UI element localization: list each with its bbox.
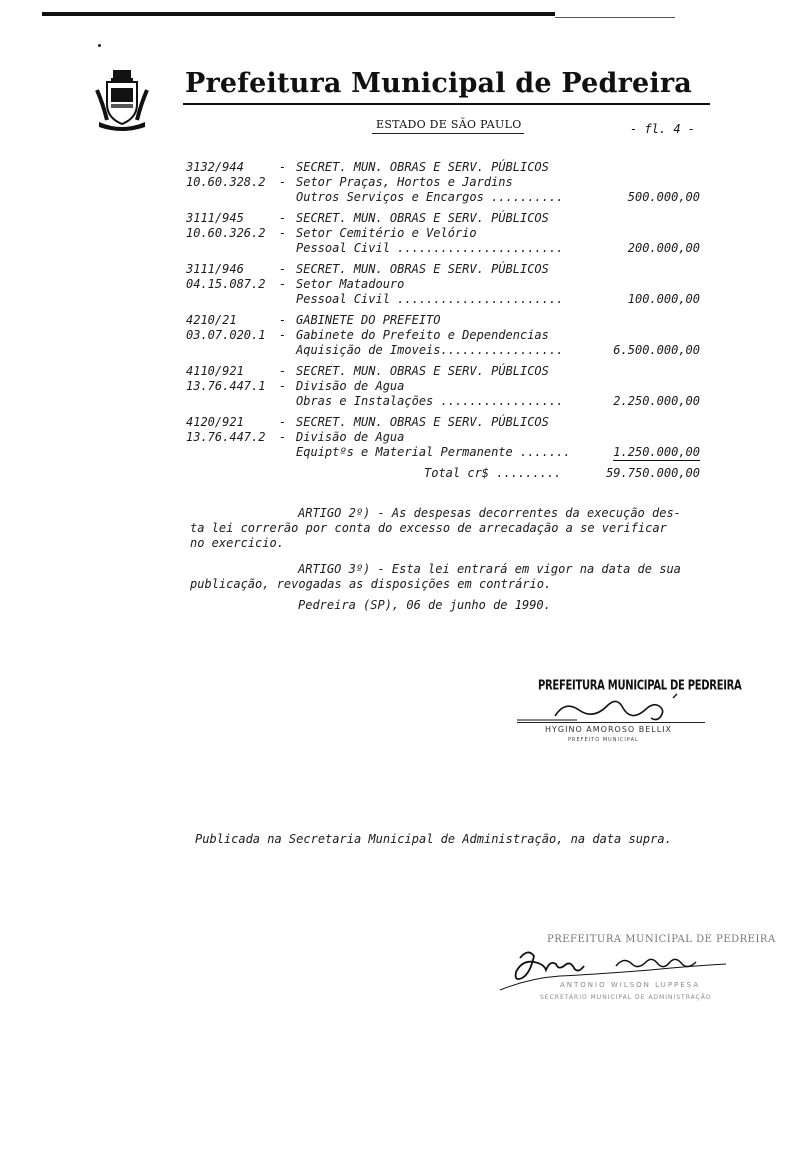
entry-separator: - bbox=[279, 262, 287, 276]
entry-separator: - bbox=[279, 415, 287, 429]
entry-code: 4120/921 bbox=[186, 415, 244, 429]
entry-sector: Setor Praças, Hortos e Jardins bbox=[296, 175, 513, 189]
entry-separator: - bbox=[279, 277, 287, 291]
entry-separator: - bbox=[279, 364, 287, 378]
entry-program-code: 10.60.326.2 bbox=[186, 226, 266, 240]
entry-code: 4210/21 bbox=[186, 313, 237, 327]
entry-department: SECRET. MUN. OBRAS E SERV. PÚBLICOS bbox=[296, 364, 549, 378]
entry-program-code: 10.60.328.2 bbox=[186, 175, 266, 189]
entry-code: 3132/944 bbox=[186, 160, 244, 174]
entry-separator: - bbox=[279, 379, 287, 393]
article-3-paragraph bbox=[190, 562, 706, 592]
entry-department: GABINETE DO PREFEITO bbox=[296, 313, 441, 327]
budget-entry bbox=[186, 415, 706, 460]
entry-department: SECRET. MUN. OBRAS E SERV. PÚBLICOS bbox=[296, 262, 549, 276]
budget-entry bbox=[186, 313, 706, 358]
article-2-end: no exercicio. bbox=[190, 536, 284, 550]
entry-program-code: 04.15.087.2 bbox=[186, 277, 266, 291]
entry-code: 4110/921 bbox=[186, 364, 244, 378]
entry-program-code: 03.07.020.1 bbox=[186, 328, 266, 342]
signatory-1-role: PREFEITO MUNICIPAL bbox=[568, 737, 639, 743]
entry-sector: Divisão de Agua bbox=[296, 379, 405, 393]
entry-amount: 1.250.000,00 bbox=[613, 445, 700, 459]
entry-separator: - bbox=[279, 160, 287, 174]
total-amount: 59.750.000,00 bbox=[606, 466, 700, 480]
article-2-paragraph bbox=[190, 506, 706, 551]
entry-separator: - bbox=[279, 430, 287, 444]
article-2-lead: ARTIGO 2º) - As despesas decorrentes da execução des- bbox=[298, 506, 681, 520]
entry-program-code: 13.76.447.1 bbox=[186, 379, 266, 393]
entry-expense-type: Outros Serviços e Encargos .......... bbox=[296, 190, 564, 204]
entry-separator: - bbox=[279, 226, 287, 240]
signatory-1-name: HYGINO AMOROSO BELLIX bbox=[545, 725, 673, 734]
entry-amount: 200.000,00 bbox=[627, 241, 700, 255]
entry-separator: - bbox=[279, 313, 287, 327]
signatory-2-role: SECRETÁRIO MUNICIPAL DE ADMINISTRAÇÃO bbox=[540, 994, 712, 1001]
entry-separator: - bbox=[279, 211, 287, 225]
entry-expense-type: Aquisição de Imoveis................. bbox=[296, 343, 564, 357]
entry-department: SECRET. MUN. OBRAS E SERV. PÚBLICOS bbox=[296, 415, 549, 429]
entry-separator: - bbox=[279, 175, 287, 189]
scan-speck bbox=[98, 44, 101, 47]
budget-entries bbox=[186, 160, 706, 481]
state-subtitle: ESTADO DE SÃO PAULO bbox=[376, 118, 522, 131]
entry-sector: Gabinete do Prefeito e Dependencias bbox=[296, 328, 549, 342]
place-date-paragraph bbox=[190, 598, 706, 613]
entry-expense-type: Pessoal Civil ....................... bbox=[296, 241, 564, 255]
signature-1-scribble bbox=[515, 692, 695, 726]
budget-entry bbox=[186, 211, 706, 256]
budget-entry bbox=[186, 364, 706, 409]
budget-entry bbox=[186, 160, 706, 205]
top-border-rule-thin bbox=[555, 17, 675, 18]
entry-sector: Divisão de Agua bbox=[296, 430, 405, 444]
entry-code: 3111/945 bbox=[186, 211, 244, 225]
municipal-crest-icon bbox=[93, 68, 151, 132]
publication-note: Publicada na Secretaria Municipal de Administração, na data supra. bbox=[195, 832, 672, 846]
signatory-2-name: ANTONIO WILSON LUPPESA bbox=[560, 981, 701, 989]
entry-expense-type: Obras e Instalações ................. bbox=[296, 394, 564, 408]
entry-code: 3111/946 bbox=[186, 262, 244, 276]
signature-1-line bbox=[517, 722, 705, 723]
total-label: Total cr$ ......... bbox=[424, 466, 562, 480]
entry-expense-type: Equiptºs e Material Permanente ....... bbox=[296, 445, 571, 459]
entry-department: SECRET. MUN. OBRAS E SERV. PÚBLICOS bbox=[296, 160, 549, 174]
entry-amount: 500.000,00 bbox=[627, 190, 700, 204]
title-underline bbox=[183, 103, 710, 105]
entry-sector: Setor Matadouro bbox=[296, 277, 405, 291]
place-date: Pedreira (SP), 06 de junho de 1990. bbox=[298, 598, 551, 612]
entry-expense-type: Pessoal Civil ....................... bbox=[296, 292, 564, 306]
entry-amount: 6.500.000,00 bbox=[613, 343, 700, 357]
entry-separator: - bbox=[279, 328, 287, 342]
entry-amount: 100.000,00 bbox=[627, 292, 700, 306]
top-border-rule bbox=[42, 12, 555, 16]
signature-stamp-2: PREFEITURA MUNICIPAL DE PEDREIRA bbox=[547, 934, 776, 945]
subtitle-underline bbox=[372, 133, 524, 134]
entry-sector: Setor Cemitério e Velório bbox=[296, 226, 477, 240]
article-3-continued: publicação, revogadas as disposições em contrário. bbox=[190, 577, 552, 591]
signature-stamp-1: PREFEITURA MUNICIPAL DE PEDREIRA bbox=[538, 679, 742, 694]
page-title: Prefeitura Municipal de Pedreira bbox=[185, 68, 692, 99]
total-row bbox=[186, 466, 706, 481]
article-2-continued: ta lei correrão por conta do excesso de arrecadação a se verificar bbox=[190, 521, 667, 535]
page-reference: - fl. 4 - bbox=[630, 122, 696, 136]
budget-entry bbox=[186, 262, 706, 307]
entry-amount: 2.250.000,00 bbox=[613, 394, 700, 408]
entry-program-code: 13.76.447.2 bbox=[186, 430, 266, 444]
article-3-lead: ARTIGO 3º) - Esta lei entrará em vigor na data de sua bbox=[298, 562, 681, 576]
entry-department: SECRET. MUN. OBRAS E SERV. PÚBLICOS bbox=[296, 211, 549, 225]
